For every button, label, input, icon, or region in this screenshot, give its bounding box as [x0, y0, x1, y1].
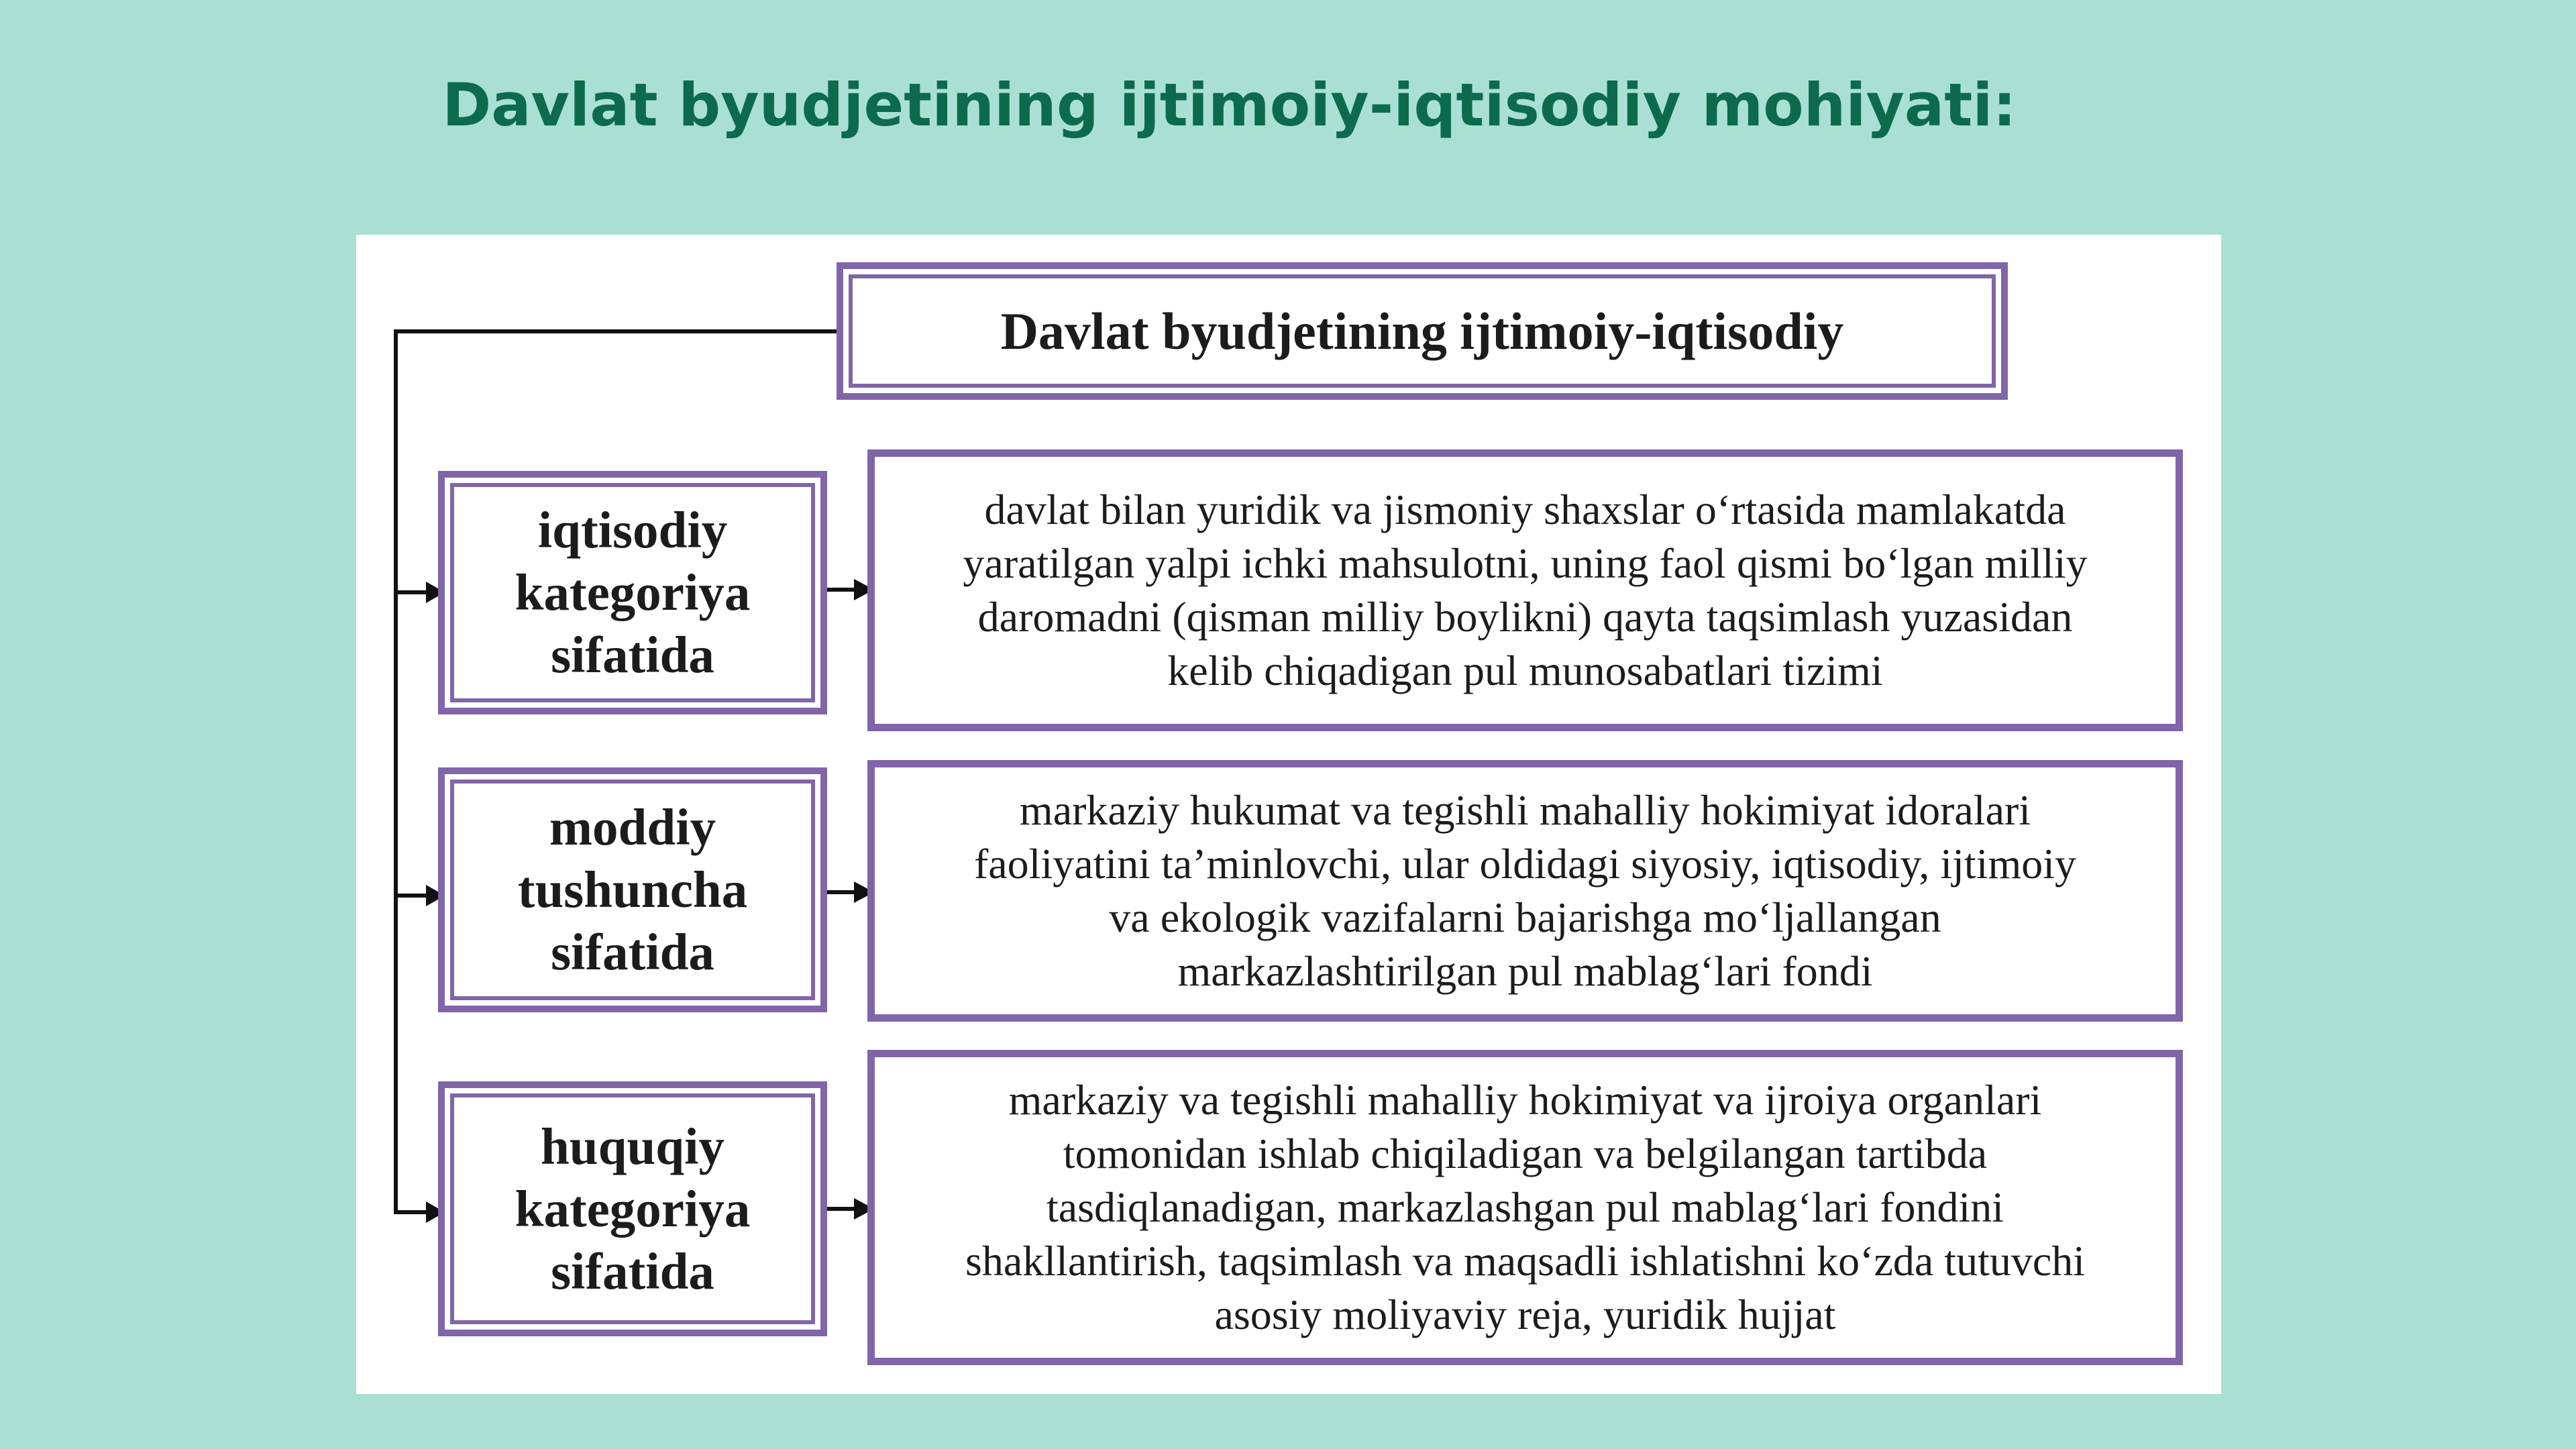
category-label-line: sifatida — [551, 1242, 714, 1300]
description-line: asosiy moliyaviy reja, yuridik hujjat — [1214, 1291, 1836, 1338]
category-label-line: huquqiy — [540, 1117, 724, 1175]
diagram-root-label: Davlat byudjetining ijtimoiy-iqtisodiy — [1000, 301, 1844, 360]
description-line: tomonidan ishlab chiqiladigan va belgilangan tartibda — [1063, 1130, 1988, 1177]
category-label-line: sifatida — [551, 626, 714, 684]
category-box-moddiy — [438, 767, 827, 1012]
description-box-huquqiy — [867, 1050, 2183, 1365]
description-line: markaziy hukumat va tegishli mahalliy hokimiyat idoralari — [1019, 786, 2031, 834]
description-line: faoliyatini ta’minlovchi, ular oldidagi siyosiy, iqtisodiy, ijtimoiy — [973, 840, 2077, 888]
description-line: va ekologik vazifalarni bajarishga mo‘ljallangan — [1109, 894, 1941, 941]
category-label-line: sifatida — [551, 923, 714, 981]
description-line: kelib chiqadigan pul munosabatlari tizimi — [1167, 647, 1883, 694]
category-box-huquqiy — [438, 1081, 827, 1336]
category-label-line: kategoriya — [515, 1179, 751, 1238]
description-box-moddiy — [867, 760, 2183, 1022]
category-label-line: moddiy — [549, 798, 716, 856]
category-label-line: kategoriya — [515, 564, 751, 621]
description-line: shakllantirish, taqsimlash va maqsadli ishlatishni ko‘zda tutuvchi — [965, 1237, 2086, 1285]
description-line: davlat bilan yuridik va jismoniy shaxslar o‘rtasida mamlakatda — [984, 486, 2066, 533]
description-line: tasdiqlanadigan, markazlashgan pul mablag‘lari fondini — [1046, 1183, 2004, 1231]
description-line: markazlashtirilgan pul mablag‘lari fondi — [1177, 947, 1873, 995]
description-box-iqtisodiy — [867, 449, 2183, 731]
slide-title: Davlat byudjetining ijtimoiy-iqtisodiy mohiyati: — [442, 70, 2017, 140]
description-line: yaratilgan yalpi ichki mahsulotni, uning faol qismi bo‘lgan milliy — [963, 539, 2088, 587]
category-label-line: iqtisodiy — [537, 501, 728, 559]
diagram-panel — [356, 235, 2221, 1394]
category-label-line: tushuncha — [517, 861, 748, 918]
description-line: markaziy va tegishli mahalliy hokimiyat va ijroiya organlari — [1008, 1076, 2042, 1124]
description-line: daromadni (qisman milliy boylikni) qayta taqsimlash yuzasidan — [977, 593, 2073, 641]
category-box-iqtisodiy — [438, 471, 827, 714]
diagram-root-box — [837, 262, 2008, 400]
